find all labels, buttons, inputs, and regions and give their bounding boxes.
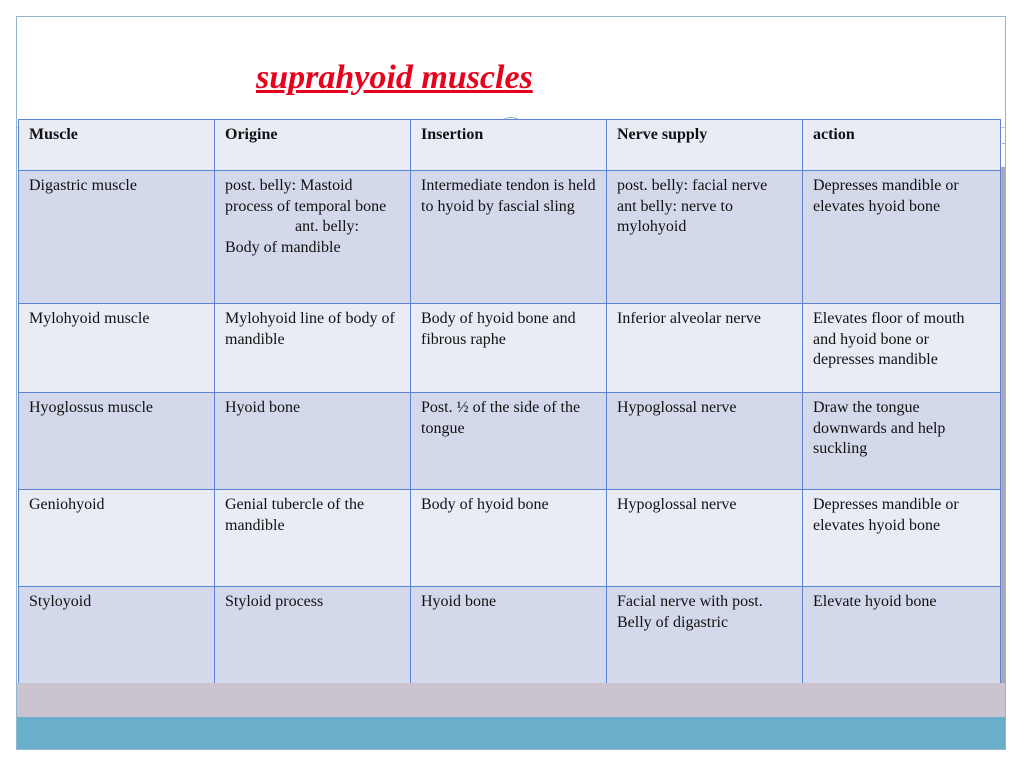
cell-origin: Hyoid bone bbox=[215, 393, 411, 490]
cell-nerve-supply: Hypoglossal nerve bbox=[607, 393, 803, 490]
cell-origin: Mylohyoid line of body of mandible bbox=[215, 304, 411, 393]
header-origine: Origine bbox=[215, 120, 411, 171]
cell-action: Elevates floor of mouth and hyoid bone or depresses mandible bbox=[803, 304, 1001, 393]
cell-origin: Styloid process bbox=[215, 587, 411, 684]
table-row bbox=[19, 490, 1001, 587]
cell-action: Draw the tongue downwards and help suckling bbox=[803, 393, 1001, 490]
cell-muscle: Styloyoid bbox=[19, 587, 215, 684]
cell-action: Depresses mandible or elevates hyoid bone bbox=[803, 490, 1001, 587]
slide-title: suprahyoid muscles bbox=[256, 59, 533, 96]
cell-nerve-supply bbox=[607, 171, 803, 304]
header-nerve-supply: Nerve supply bbox=[607, 120, 803, 171]
footer-band-gray bbox=[17, 683, 1006, 717]
cell-nerve-supply: Hypoglossal nerve bbox=[607, 490, 803, 587]
cell-muscle: Geniohyoid bbox=[19, 490, 215, 587]
cell-action: Elevate hyoid bone bbox=[803, 587, 1001, 684]
origin-line: post. belly: Mastoid process of temporal bone bbox=[225, 177, 387, 215]
cell-action: Depresses mandible or elevates hyoid bone bbox=[803, 171, 1001, 304]
cell-insertion: Body of hyoid bone bbox=[411, 490, 607, 587]
slide bbox=[16, 16, 1006, 750]
cell-origin: Genial tubercle of the mandible bbox=[215, 490, 411, 587]
nerve-line: ant belly: nerve to mylohyoid bbox=[617, 197, 733, 235]
cell-insertion: Post. ½ of the side of the tongue bbox=[411, 393, 607, 490]
table-row bbox=[19, 587, 1001, 684]
nerve-line: post. belly: facial nerve bbox=[617, 177, 768, 194]
cell-nerve-supply: Inferior alveolar nerve bbox=[607, 304, 803, 393]
cell-insertion: Hyoid bone bbox=[411, 587, 607, 684]
cell-insertion: Body of hyoid bone and fibrous raphe bbox=[411, 304, 607, 393]
suprahyoid-muscles-table bbox=[18, 119, 1001, 684]
cell-muscle: Mylohyoid muscle bbox=[19, 304, 215, 393]
cell-origin bbox=[215, 171, 411, 304]
cell-muscle: Hyoglossus muscle bbox=[19, 393, 215, 490]
header-insertion: Insertion bbox=[411, 120, 607, 171]
cell-insertion: Intermediate tendon is held to hyoid by fascial sling bbox=[411, 171, 607, 304]
header-muscle: Muscle bbox=[19, 120, 215, 171]
origin-line: Body of mandible bbox=[225, 238, 341, 256]
table-row bbox=[19, 393, 1001, 490]
table-header-row bbox=[19, 120, 1001, 171]
cell-nerve-supply: Facial nerve with post. Belly of digastric bbox=[607, 587, 803, 684]
table-row bbox=[19, 304, 1001, 393]
table-row bbox=[19, 171, 1001, 304]
header-action: action bbox=[803, 120, 1001, 171]
footer-band-blue bbox=[17, 717, 1006, 750]
cell-muscle: Digastric muscle bbox=[19, 171, 215, 304]
origin-line: ant. belly: bbox=[295, 218, 359, 235]
